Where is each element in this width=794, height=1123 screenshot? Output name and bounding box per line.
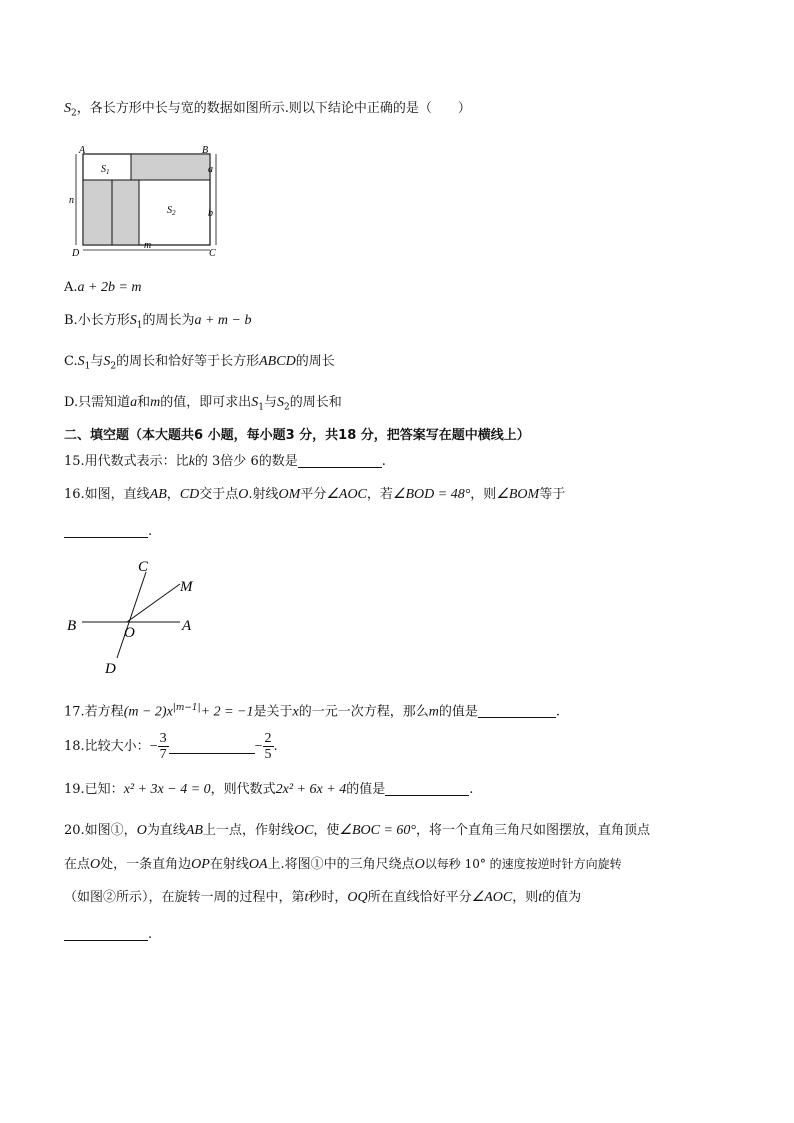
label-A: A	[182, 618, 192, 634]
question-16-answer-line: .	[64, 522, 152, 542]
label-n: n	[69, 195, 74, 206]
label-A: A	[79, 145, 86, 156]
angle-figure	[60, 555, 210, 680]
question-20-line-2: 在点O处，一条直角边OP在射线OA上.将图①中的三角尺绕点O以每秒 10° 的速度按逆时针方向旋转	[64, 857, 622, 872]
label-b: b	[208, 208, 213, 219]
label-D: D	[72, 248, 80, 259]
label-B: B	[202, 145, 209, 156]
question-20-line-1: 20.如图①，O为直线AB上一点，作射线OC，使∠BOC = 60°，将一个直角三角尺如图摆放，直角顶点	[64, 823, 651, 838]
label-C: C	[138, 559, 149, 575]
rectangle-figure	[66, 143, 226, 261]
middle-shaded-rect	[112, 180, 139, 245]
s2-symbol: S	[64, 101, 71, 116]
label-D: D	[105, 661, 116, 677]
label-s2: $S_2$	[167, 205, 176, 217]
option-b[interactable]: B.小长方形$S_1$的周长为a + m − b	[64, 313, 252, 331]
fraction-2: $\frac{2}{5}$	[264, 731, 272, 762]
answer-blank-20[interactable]	[64, 926, 148, 941]
question-18: 18.比较大小：− $\frac{3}{7}$ − $\frac{2}{5}$ .	[64, 731, 278, 762]
answer-blank-17[interactable]	[478, 703, 556, 718]
label-M: M	[180, 579, 193, 595]
answer-blank-19[interactable]	[385, 781, 469, 796]
question-20-answer-line: .	[64, 925, 152, 945]
fraction-1: $\frac{3}{7}$	[159, 731, 167, 762]
question-19: 19.已知：x² + 3x − 4 = 0，则代数式2x² + 6x + 4的值是 .	[64, 782, 474, 797]
left-shaded-rect	[83, 180, 112, 245]
ray-om	[127, 584, 180, 622]
question-20-line-3: （如图②所示），在旋转一周的过程中，第t秒时，OQ所在直线恰好平分∠AOC，则t的值为	[64, 890, 582, 905]
label-O: O	[124, 625, 135, 641]
label-C: C	[209, 248, 216, 259]
section-heading: 二、填空题（本大题共6 小题，每小题3 分，共18 分，把答案写在题中横线上）	[64, 428, 530, 443]
line-cd	[117, 572, 146, 658]
label-B: B	[67, 618, 77, 634]
question-17: 17.若方程$(m - 2)x^{|m-1|}+ 2 = -1$是关于x的一元一次方程，那么m的值是 .	[64, 703, 561, 720]
label-a: a	[208, 164, 213, 175]
question-15: 15.用代数式表示：比k的 3倍少 6的数是 .	[64, 454, 386, 469]
question-16: 16.如图，直线AB，CD交于点O.射线OM平分∠AOC，若∠BOD = 48°，则∠BOM等于	[64, 487, 566, 502]
answer-blank-15[interactable]	[298, 453, 382, 468]
label-m: m	[144, 240, 152, 251]
answer-blank-16[interactable]	[64, 523, 148, 538]
option-a[interactable]: A.a + 2b = m	[64, 280, 142, 295]
option-d[interactable]: D.只需知道a和m的值，即可求出$S_1$与$S_2$的周长和	[64, 395, 342, 413]
stem-text: ，各长方形中长与宽的数据如图所示.则以下结论中正确的是（ ）	[76, 101, 471, 116]
question-stem: $S_2$，各长方形中长与宽的数据如图所示.则以下结论中正确的是（ ）	[64, 101, 471, 119]
option-c[interactable]: $C.S_1$与$S_2$的周长和恰好等于长方形ABCD的周长	[64, 354, 335, 372]
top-shaded-rect	[131, 154, 210, 180]
answer-blank-18[interactable]	[169, 739, 255, 754]
label-s1: $S_1$	[101, 164, 110, 176]
